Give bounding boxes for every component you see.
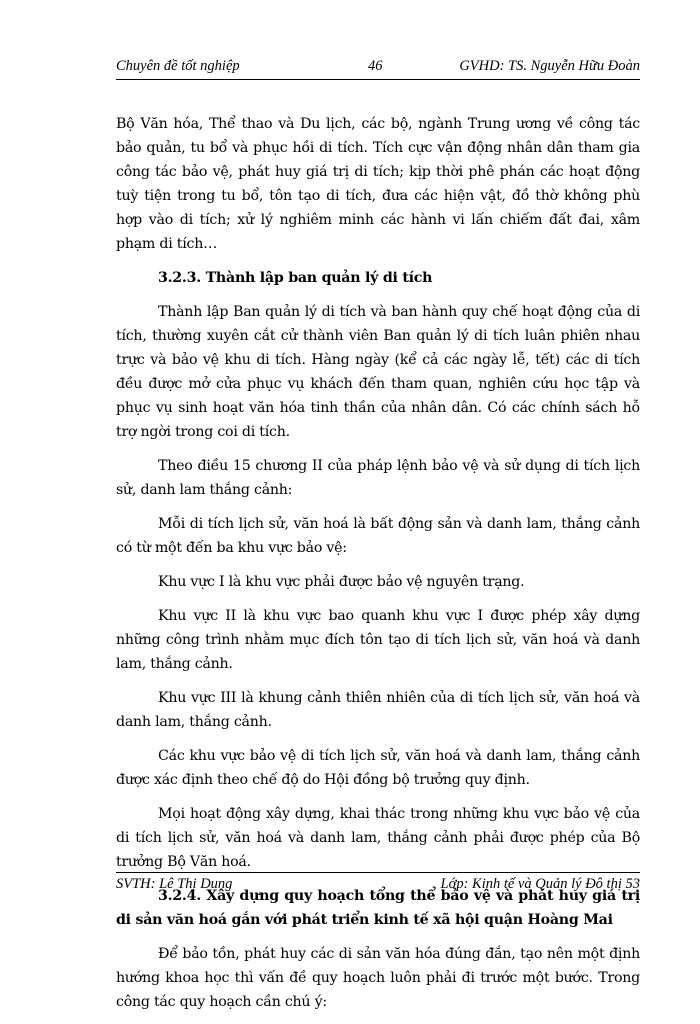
footer-divider: [116, 872, 640, 873]
footer-class: Lớp: Kinh tế và Quản lý Đô thị 53: [440, 876, 640, 892]
section-heading-3-2-3: 3.2.3. Thành lập ban quản lý di tích: [158, 270, 433, 286]
page-header: [116, 58, 640, 78]
page-footer: [116, 876, 640, 896]
header-advisor: GVHD: TS. Nguyễn Hữu Đoàn: [459, 58, 640, 74]
section-heading-3-2-4: 3.2.4. Xây dựng quy hoạch tổng thể bảo vệ và phát huy giá trị di sản văn hoá gắn với phát triển kinh tế xã hội quận Hoàng Mai: [116, 888, 640, 928]
header-divider: [116, 79, 640, 80]
header-page-number: 46: [368, 58, 383, 74]
paragraph-activity-permission: Mọi hoạt động xây dựng, khai thác trong những khu vực bảo vệ của di tích lịch sử, văn hoá và danh lam, thắng cảnh phải được phép của Bộ trưởng Bộ Văn hoá.: [116, 806, 640, 870]
paragraph-protection-zones: Mỗi di tích lịch sử, văn hoá là bất động sản và danh lam, thắng cảnh có từ một đến ba khu vực bảo vệ:: [116, 516, 640, 556]
paragraph-zone-2: Khu vực II là khu vực bao quanh khu vực I được phép xây dựng những công trình nhằm mục đích tôn tạo di tích lịch sử, văn hoá và danh lam, thắng cảnh.: [116, 608, 640, 672]
paragraph-article-15: Theo điều 15 chương II của pháp lệnh bảo vệ và sử dụng di tích lịch sử, danh lam thắng cảnh:: [116, 458, 640, 498]
paragraph-planning: Để bảo tồn, phát huy các di sản văn hóa đúng đắn, tạo nên một định hướng khoa học thì vấn đề quy hoạch luôn phải đi trước một bước. Trong công tác quy hoạch cần chú ý:: [116, 946, 640, 1010]
paragraph-zone-1: Khu vực I là khu vực phải được bảo vệ nguyên trạng.: [158, 574, 525, 590]
header-document-title: Chuyên đề tốt nghiệp: [116, 58, 240, 74]
paragraph-management-board: Thành lập Ban quản lý di tích và ban hành quy chế hoạt động của di tích, thường xuyên cắt cử thành viên Ban quản lý di tích luân phiên nhau trực và bảo vệ khu di tích. Hàng ngày (kể cả các ngày lễ, tết) các di tích đều được mở cửa phục vụ khách đến tham quan, nghiên cứu học tập và phục vụ sinh hoạt văn hóa tinh thần của nhân dân. Có các chính sách hỗ trợ ngời trong coi di tích.: [116, 304, 640, 440]
paragraph-zone-regulation: Các khu vực bảo vệ di tích lịch sử, văn hoá và danh lam, thắng cảnh được xác định theo chế độ do Hội đồng bộ trưởng quy định.: [116, 748, 640, 788]
paragraph-zone-3: Khu vực III là khung cảnh thiên nhiên của di tích lịch sử, văn hoá và danh lam, thắng cảnh.: [116, 690, 640, 730]
footer-student: SVTH: Lê Thị Dung: [116, 876, 233, 892]
paragraph-intro: Bộ Văn hóa, Thể thao và Du lịch, các bộ, ngành Trung ương về công tác bảo quản, tu bổ và phục hồi di tích. Tích cực vận động nhân dân tham gia công tác bảo vệ, phát huy giá trị di tích; kịp thời phê phán các hoạt động tuỳ tiện trong tu bổ, tôn tạo di tích, đưa các hiện vật, đồ thờ không phù hợp vào di tích; xử lý nghiêm minh các hành vi lấn chiếm đất đai, xâm phạm di tích…: [116, 116, 640, 252]
